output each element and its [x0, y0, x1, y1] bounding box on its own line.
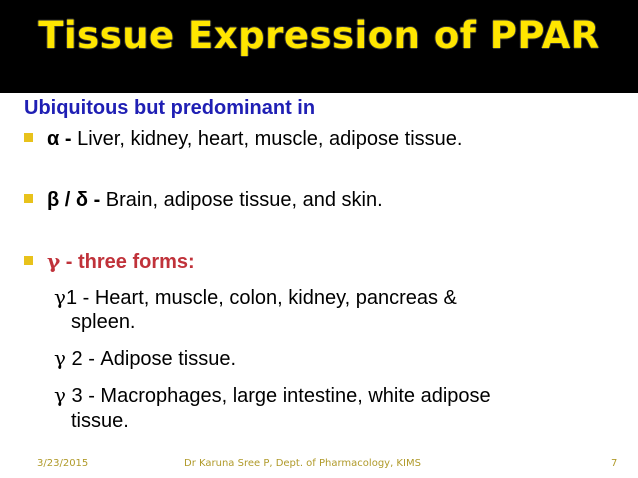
subitem-text: 1 - Heart, muscle, colon, kidney, pancreas &: [65, 287, 457, 309]
bullet-text: three forms:: [77, 251, 195, 273]
bullet-separator: -: [59, 128, 78, 150]
bullet-marker: [24, 133, 33, 142]
bullet-symbol: β / δ: [47, 189, 89, 211]
subitem-gamma1-continued: spleen.: [71, 311, 136, 333]
bullet-text: Liver, kidney, heart, muscle, adipose tissue.: [77, 128, 463, 150]
title-bar: [0, 0, 638, 91]
bullet-marker: [24, 256, 33, 265]
bullet-symbol: γ: [47, 249, 61, 273]
subitem-symbol: γ: [54, 383, 66, 407]
subitem-gamma3-continued: tissue.: [71, 410, 129, 432]
bullet-marker: [24, 194, 33, 203]
subitem-text: 3 - Macrophages, large intestine, white adipose: [65, 385, 491, 407]
footer-page-number: 7: [611, 458, 618, 469]
bullet-separator: -: [60, 251, 78, 273]
footer-author: Dr Karuna Sree P, Dept. of Pharmacology, KIMS: [184, 458, 421, 469]
bullet-alpha: [24, 127, 462, 151]
bullet-text: Brain, adipose tissue, and skin.: [105, 189, 383, 211]
bullet-separator: -: [88, 189, 106, 211]
subitem-symbol: γ: [54, 346, 66, 370]
subitem-text: 2 - Adipose tissue.: [65, 348, 237, 370]
subitem-gamma2: [54, 346, 236, 371]
title-divider: [0, 91, 638, 93]
bullet-beta-delta: [24, 188, 383, 212]
bullet-symbol: α: [47, 128, 60, 150]
subitem-gamma3: [54, 383, 491, 408]
subitem-symbol: γ: [54, 285, 66, 309]
bullet-gamma: [24, 249, 195, 274]
subitem-gamma1: [54, 285, 457, 310]
footer-date: 3/23/2015: [37, 458, 89, 469]
slide-title: Tissue Expression of PPAR: [38, 14, 600, 57]
intro-text: Ubiquitous but predominant in: [24, 97, 316, 119]
